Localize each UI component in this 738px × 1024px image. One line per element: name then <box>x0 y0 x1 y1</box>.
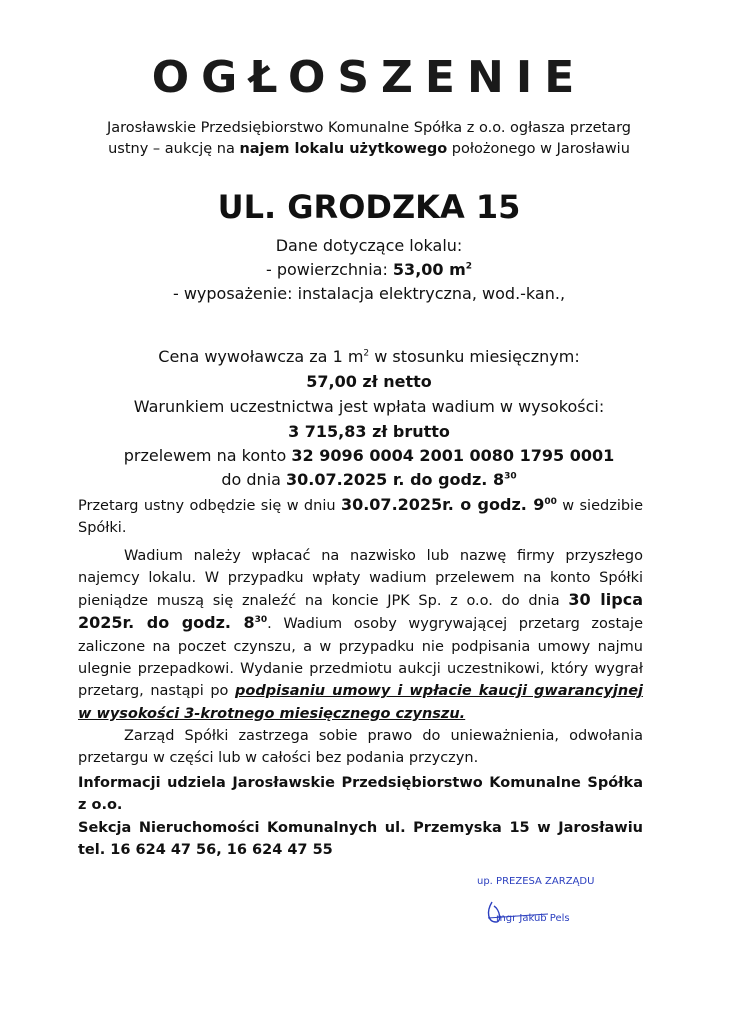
account-pre: przelewem na konto <box>123 446 292 465</box>
paragraph-deposit <box>78 545 643 725</box>
intro-line-2-post: położonego w Jarosławiu <box>447 141 630 157</box>
deposit-deadline: 30 lipca 2025r. do godz. 8 <box>78 590 644 633</box>
p1-post: w siedzibie Spółki. <box>78 498 643 537</box>
p2-a: Wadium należy wpłacać na nazwisko lub nazwę firmy przyszłego najemcy lokalu. W przypadku wpłaty wadium przelewem na konto Spółki pieniądze muszą się znaleźć na koncie JPK Sp. z o.o. do dnia <box>78 547 643 610</box>
price-label-pre: Cena wywoławcza za 1 m <box>158 347 364 366</box>
contact-info <box>78 772 643 861</box>
contact-line-2: Sekcja Nieruchomości Komunalnych ul. Przemyska 15 w Jarosławiu <box>78 819 643 836</box>
contact-line-1: Informacji udziela Jarosławskie Przedsiębiorstwo Komunalne Spółka z o.o. <box>78 775 643 814</box>
intro-line-1: Jarosławskie Przedsiębiorstwo Komunalne Spółka z o.o. ogłasza przetarg <box>107 120 631 136</box>
details-area <box>0 259 738 281</box>
details-header: Dane dotyczące lokalu: <box>275 236 463 255</box>
deposit-condition: Warunkiem uczestnictwa jest wpłata wadium w wysokości: <box>133 397 605 416</box>
p1-sup: 00 <box>544 497 557 508</box>
intro-line-2-bold: najem lokalu użytkowego <box>239 141 448 157</box>
area-label: - powierzchnia: <box>265 260 393 279</box>
price-label <box>0 346 738 368</box>
street-address: UL. GRODZKA 15 <box>217 188 521 226</box>
contact-line-3: tel. 16 624 47 56, 16 624 47 55 <box>78 841 333 858</box>
intro-line-2 <box>0 139 738 160</box>
due-date: 30.07.2025 r. do godz. 8 <box>286 470 505 489</box>
stamp-name: mgr Jakub Pels <box>496 913 570 924</box>
details-equipment: - wyposażenie: instalacja elektryczna, wod.-kan., <box>172 284 566 303</box>
p1-pre: Przetarg ustny odbędzie się w dniu <box>78 498 341 514</box>
auction-date: 30.07.2025r. o godz. 9 <box>340 495 545 514</box>
stamp-title: up. PREZESA ZARZĄDU <box>477 876 595 887</box>
price-value: 57,00 zł netto <box>306 372 432 391</box>
deposit-amount: 3 715,83 zł brutto <box>288 422 450 441</box>
p2-b: . Wadium osoby wygrywającej przetarg zostaje zaliczone na poczet czynszu, a w przypadku nie podpisania umowy najmu ulegnie przepadkowi. Wydanie przedmiotu aukcji uczestnikowi, który wygrał przetarg, nastąpi po <box>78 616 643 700</box>
area-sup: 2 <box>465 261 473 272</box>
due-pre: do dnia <box>221 470 287 489</box>
due-date-line <box>0 469 738 491</box>
price-label-post: w stosunku miesięcznym: <box>369 347 580 366</box>
signature-mark <box>478 892 568 932</box>
area-value: 53,00 m <box>392 260 466 279</box>
body-text <box>78 494 643 770</box>
due-sup: 30 <box>504 471 517 482</box>
bank-account-line <box>0 445 738 467</box>
p2-sup: 30 <box>254 615 268 626</box>
intro-text <box>0 118 738 160</box>
bank-account: 32 9096 0004 2001 0080 1795 0001 <box>291 446 615 465</box>
page-title: OGŁOSZENIE <box>151 52 587 103</box>
intro-line-2-pre: ustny – aukcję na <box>108 141 240 157</box>
paragraph-board: Zarząd Spółki zastrzega sobie prawo do unieważnienia, odwołania przetargu w części lub w całości bez podania przyczyn. <box>78 727 643 767</box>
price-label-sup: 2 <box>363 348 370 359</box>
contract-condition: podpisaniu umowy i wpłacie kaucji gwarancyjnej w wysokości 3-krotnego miesięcznego czynszu. <box>78 683 644 722</box>
paragraph-auction-date <box>78 494 643 540</box>
